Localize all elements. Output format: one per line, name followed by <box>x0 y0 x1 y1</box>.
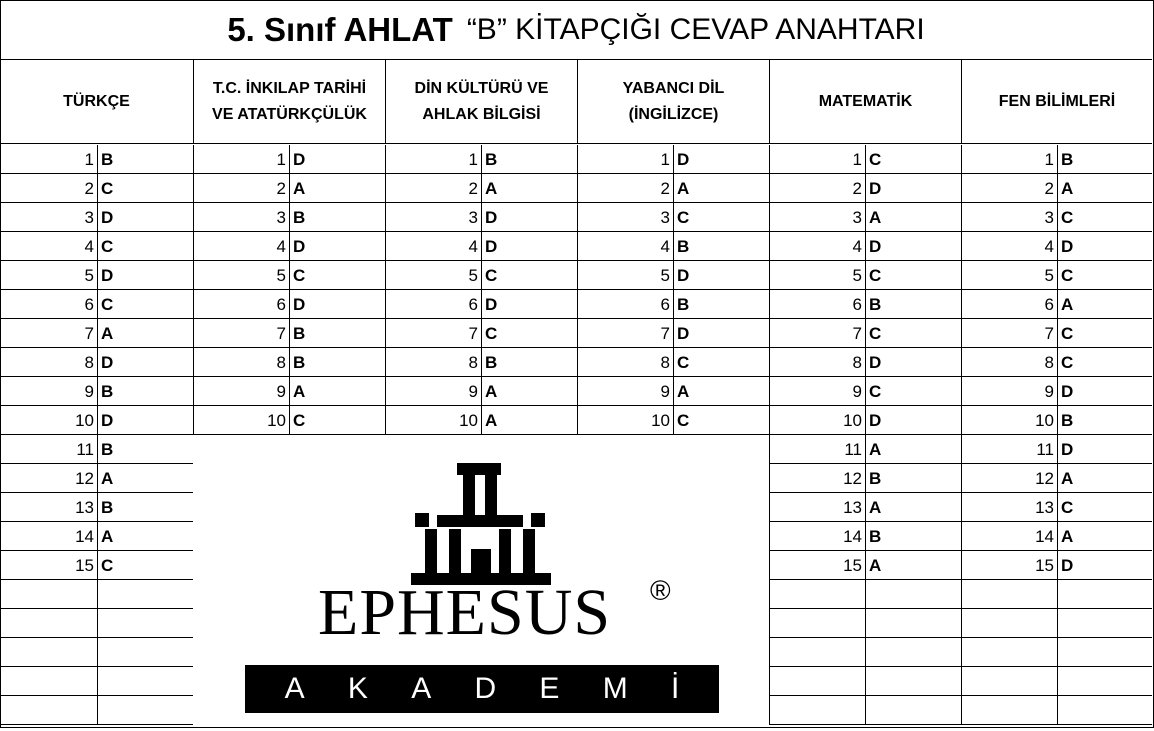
answer-cell: D <box>97 203 193 232</box>
answer-cell: A <box>481 406 577 435</box>
question-number: 5 <box>961 261 1057 290</box>
question-number: 3 <box>385 203 481 232</box>
answer-cell: D <box>1057 551 1152 580</box>
answer-cell: A <box>673 377 769 406</box>
question-number: 6 <box>385 290 481 319</box>
answer-cell: C <box>481 261 577 290</box>
answer-cell: D <box>865 406 961 435</box>
answer-cell: D <box>673 319 769 348</box>
question-number: 2 <box>577 174 673 203</box>
answer-cell: D <box>97 406 193 435</box>
question-number: 14 <box>961 522 1057 551</box>
answer-cell: C <box>289 406 385 435</box>
question-number: 8 <box>193 348 289 377</box>
answer-cell <box>865 667 961 696</box>
answer-cell: C <box>289 261 385 290</box>
question-number: 9 <box>769 377 865 406</box>
answer-cell: B <box>97 145 193 174</box>
question-number: 2 <box>0 174 97 203</box>
answer-cell: D <box>481 203 577 232</box>
answer-cell <box>1057 580 1152 609</box>
question-number: 10 <box>577 406 673 435</box>
question-number: 15 <box>961 551 1057 580</box>
question-number <box>961 609 1057 638</box>
column-header: YABANCI DİL (İNGİLİZCE) <box>577 60 769 144</box>
question-number: 7 <box>577 319 673 348</box>
answer-cell: C <box>1057 203 1152 232</box>
answer-cell: D <box>1057 377 1152 406</box>
question-number <box>769 638 865 667</box>
brand-name: EPHESUS <box>318 576 612 649</box>
question-number: 9 <box>0 377 97 406</box>
answer-cell: D <box>865 232 961 261</box>
answer-cell: A <box>1057 290 1152 319</box>
answer-cell: C <box>865 319 961 348</box>
answer-cell: C <box>97 290 193 319</box>
answer-cell: A <box>865 203 961 232</box>
column-header: TÜRKÇE <box>0 60 193 144</box>
answer-cell: D <box>1057 232 1152 261</box>
question-number <box>769 696 865 725</box>
question-number <box>0 638 97 667</box>
answer-cell: A <box>865 493 961 522</box>
akademi-letter: M <box>602 672 628 705</box>
akademi-letter: A <box>284 672 305 705</box>
question-number: 9 <box>385 377 481 406</box>
question-number: 13 <box>961 493 1057 522</box>
question-number: 7 <box>769 319 865 348</box>
answer-cell: B <box>289 319 385 348</box>
question-number: 2 <box>193 174 289 203</box>
answer-cell: A <box>97 464 193 493</box>
question-number <box>961 580 1057 609</box>
question-number: 4 <box>769 232 865 261</box>
answer-cell: B <box>289 348 385 377</box>
question-number: 9 <box>577 377 673 406</box>
answer-cell: D <box>673 145 769 174</box>
answer-cell: D <box>865 174 961 203</box>
answer-cell: B <box>97 493 193 522</box>
answer-cell: B <box>97 377 193 406</box>
answer-cell: A <box>1057 464 1152 493</box>
question-number: 5 <box>385 261 481 290</box>
question-number: 11 <box>769 435 865 464</box>
question-number: 2 <box>769 174 865 203</box>
registered-mark: ® <box>650 575 671 606</box>
column-header: FEN BİLİMLERİ <box>961 60 1152 144</box>
answer-cell: B <box>97 435 193 464</box>
question-number: 10 <box>0 406 97 435</box>
answer-cell: C <box>1057 348 1152 377</box>
question-number <box>0 609 97 638</box>
column-header: T.C. İNKILAP TARİHİ VE ATATÜRKÇÜLÜK <box>193 60 385 144</box>
answer-cell: A <box>673 174 769 203</box>
answer-cell <box>97 609 193 638</box>
question-number: 15 <box>0 551 97 580</box>
answer-cell: D <box>97 348 193 377</box>
answer-cell: C <box>673 203 769 232</box>
answer-cell: A <box>1057 522 1152 551</box>
answer-cell <box>97 638 193 667</box>
question-number: 2 <box>385 174 481 203</box>
question-number: 6 <box>961 290 1057 319</box>
answer-cell: B <box>289 203 385 232</box>
answer-cell: B <box>481 145 577 174</box>
answer-cell: A <box>289 377 385 406</box>
answer-cell: A <box>1057 174 1152 203</box>
question-number: 10 <box>385 406 481 435</box>
question-number: 1 <box>769 145 865 174</box>
question-number: 9 <box>193 377 289 406</box>
question-number: 4 <box>961 232 1057 261</box>
title-bold: 5. Sınıf AHLAT <box>227 10 453 48</box>
answer-cell: C <box>673 348 769 377</box>
answer-cell <box>865 609 961 638</box>
akademi-letter: İ <box>670 672 680 705</box>
question-number <box>769 609 865 638</box>
answer-cell: B <box>865 290 961 319</box>
question-number: 3 <box>0 203 97 232</box>
answer-cell: B <box>673 290 769 319</box>
akademi-banner <box>245 665 719 713</box>
answer-cell: C <box>481 319 577 348</box>
question-number: 1 <box>385 145 481 174</box>
answer-cell <box>97 667 193 696</box>
question-number: 6 <box>577 290 673 319</box>
akademi-letter: K <box>347 672 368 705</box>
answer-cell: B <box>1057 145 1152 174</box>
title-subtitle: “B” KİTAPÇIĞI CEVAP ANAHTARI <box>466 12 925 46</box>
answer-cell: C <box>97 551 193 580</box>
answer-cell: A <box>97 522 193 551</box>
question-number: 1 <box>193 145 289 174</box>
answer-cell: C <box>1057 493 1152 522</box>
question-number: 7 <box>0 319 97 348</box>
question-number: 13 <box>0 493 97 522</box>
answer-cell: C <box>1057 319 1152 348</box>
question-number: 12 <box>0 464 97 493</box>
question-number: 15 <box>769 551 865 580</box>
answer-cell <box>1057 667 1152 696</box>
answer-cell: C <box>97 174 193 203</box>
question-number: 4 <box>193 232 289 261</box>
answer-cell: B <box>865 464 961 493</box>
answer-cell: D <box>97 261 193 290</box>
question-number: 7 <box>961 319 1057 348</box>
question-number: 6 <box>193 290 289 319</box>
answer-cell <box>865 696 961 725</box>
akademi-letter: D <box>474 672 497 705</box>
question-number: 12 <box>961 464 1057 493</box>
answer-cell: D <box>865 348 961 377</box>
answer-cell: C <box>865 377 961 406</box>
answer-cell <box>97 696 193 725</box>
column-header: DİN KÜLTÜRÜ VE AHLAK BİLGİSİ <box>385 60 577 144</box>
question-number <box>769 580 865 609</box>
question-number: 1 <box>577 145 673 174</box>
question-number: 8 <box>769 348 865 377</box>
answer-cell: D <box>481 232 577 261</box>
answer-cell: A <box>865 435 961 464</box>
answer-cell: C <box>97 232 193 261</box>
question-number: 1 <box>0 145 97 174</box>
question-number: 8 <box>385 348 481 377</box>
question-number <box>961 696 1057 725</box>
answer-cell: D <box>673 261 769 290</box>
answer-cell: D <box>289 232 385 261</box>
question-number <box>0 667 97 696</box>
answer-cell <box>97 580 193 609</box>
question-number: 6 <box>0 290 97 319</box>
answer-cell: B <box>481 348 577 377</box>
question-number: 5 <box>0 261 97 290</box>
question-number <box>961 667 1057 696</box>
answer-cell: C <box>865 145 961 174</box>
answer-cell: C <box>865 261 961 290</box>
question-number: 3 <box>961 203 1057 232</box>
answer-cell: D <box>289 290 385 319</box>
question-number: 9 <box>961 377 1057 406</box>
question-number: 7 <box>193 319 289 348</box>
question-number: 8 <box>577 348 673 377</box>
answer-cell: C <box>673 406 769 435</box>
question-number: 10 <box>961 406 1057 435</box>
question-number: 5 <box>769 261 865 290</box>
question-number <box>961 638 1057 667</box>
question-number: 8 <box>961 348 1057 377</box>
question-number: 4 <box>577 232 673 261</box>
answer-cell: A <box>481 377 577 406</box>
question-number: 12 <box>769 464 865 493</box>
question-number <box>0 696 97 725</box>
question-number: 3 <box>577 203 673 232</box>
answer-cell: D <box>1057 435 1152 464</box>
answer-cell: B <box>1057 406 1152 435</box>
question-number: 3 <box>769 203 865 232</box>
question-number: 6 <box>769 290 865 319</box>
question-number: 4 <box>0 232 97 261</box>
question-number: 13 <box>769 493 865 522</box>
question-number: 5 <box>577 261 673 290</box>
answer-cell: D <box>481 290 577 319</box>
answer-cell: B <box>865 522 961 551</box>
answer-cell: A <box>289 174 385 203</box>
question-number: 14 <box>769 522 865 551</box>
question-number: 11 <box>961 435 1057 464</box>
question-number: 1 <box>961 145 1057 174</box>
question-number: 2 <box>961 174 1057 203</box>
akademi-letter: E <box>539 672 560 705</box>
column-header: MATEMATİK <box>769 60 961 144</box>
question-number: 5 <box>193 261 289 290</box>
question-number: 8 <box>0 348 97 377</box>
answer-cell: D <box>289 145 385 174</box>
question-number: 11 <box>0 435 97 464</box>
answer-cell <box>1057 609 1152 638</box>
answer-cell: A <box>97 319 193 348</box>
answer-cell: B <box>673 232 769 261</box>
answer-cell <box>1057 638 1152 667</box>
question-number: 10 <box>193 406 289 435</box>
question-number: 14 <box>0 522 97 551</box>
question-number <box>0 580 97 609</box>
answer-cell <box>865 638 961 667</box>
answer-cell: A <box>865 551 961 580</box>
question-number: 4 <box>385 232 481 261</box>
page-title <box>0 0 1152 60</box>
answer-cell <box>1057 696 1152 725</box>
answer-cell: C <box>1057 261 1152 290</box>
question-number: 3 <box>193 203 289 232</box>
answer-cell <box>865 580 961 609</box>
question-number: 10 <box>769 406 865 435</box>
question-number: 7 <box>385 319 481 348</box>
akademi-letter: A <box>411 672 432 705</box>
answer-cell: A <box>481 174 577 203</box>
question-number <box>769 667 865 696</box>
